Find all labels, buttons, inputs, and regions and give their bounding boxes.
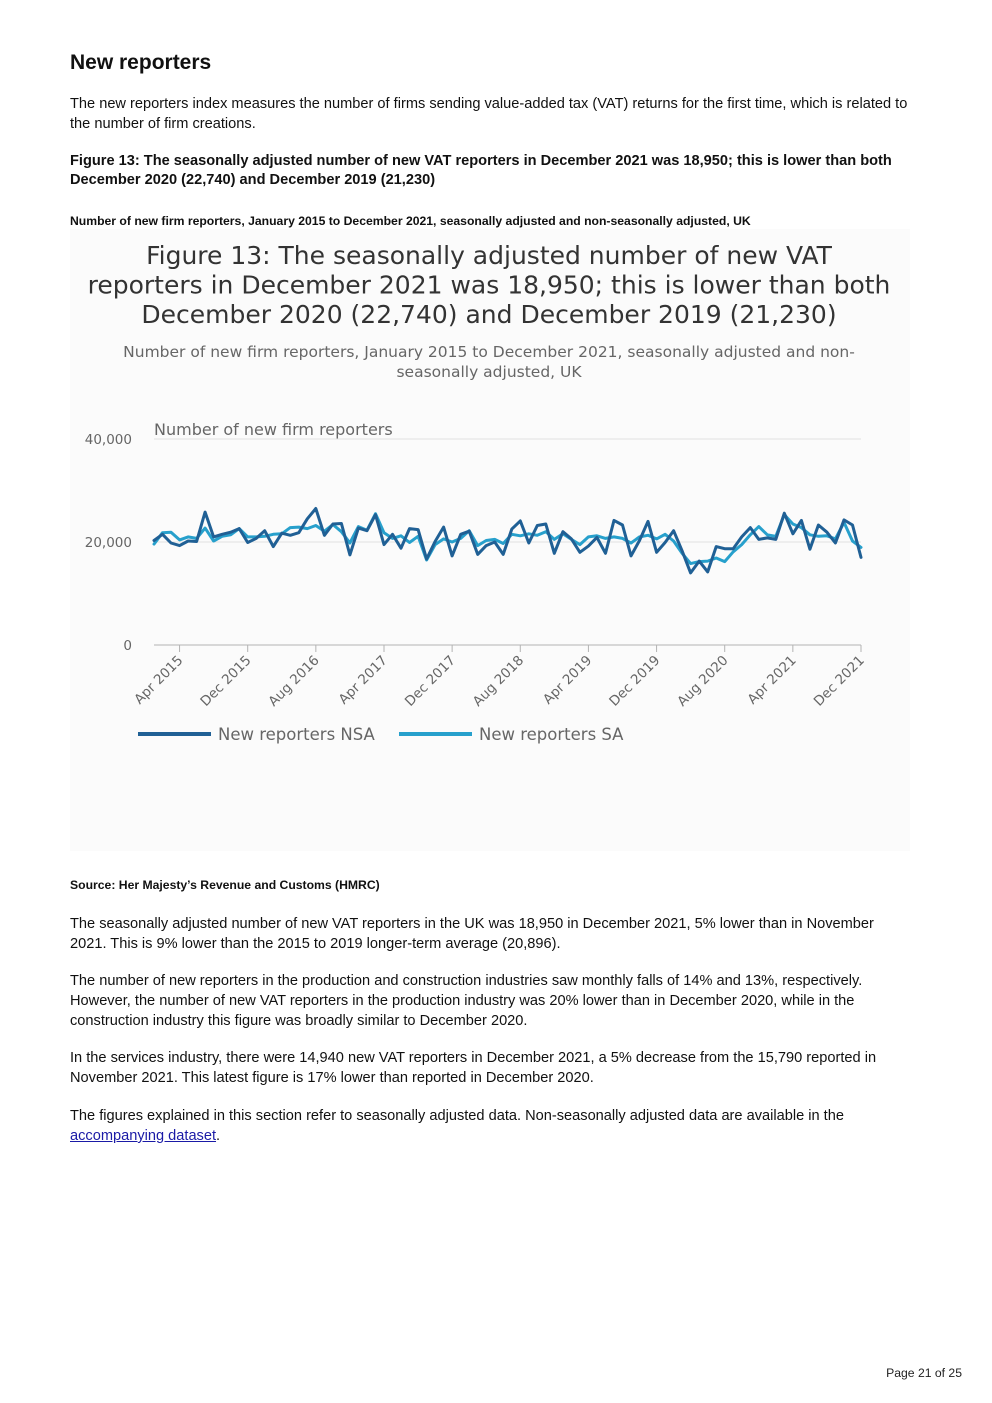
- x-tick-label: Dec 2017: [401, 652, 459, 710]
- x-tick-label: Apr 2015: [131, 652, 187, 708]
- body-paragraph-1: The seasonally adjusted number of new VAT reporters in the UK was 18,950 in December 2021, 5% lower than in November 2021. This is 9% lower than the 2015 to 2019 longer-term average (20,896).: [70, 916, 874, 952]
- x-tick-label: Apr 2021: [744, 652, 800, 708]
- body-paragraph-4: [70, 1106, 910, 1146]
- y-tick-label: 0: [123, 638, 132, 654]
- x-tick-label: Dec 2015: [197, 652, 255, 710]
- accompanying-dataset-link[interactable]: accompanying dataset: [70, 1128, 217, 1144]
- line-chart: [70, 229, 910, 851]
- y-tick-label: 20,000: [84, 535, 132, 551]
- x-tick-label: Apr 2017: [335, 652, 391, 708]
- x-tick-label: Aug 2020: [674, 652, 732, 710]
- x-tick-label: Dec 2019: [606, 652, 664, 710]
- intro-paragraph: The new reporters index measures the number of firms sending value-added tax (VAT) returns for the first time, which is related to the number of firm creations.: [70, 96, 908, 132]
- body-paragraph-4-end: .: [216, 1128, 221, 1144]
- x-tick-label: Apr 2019: [540, 652, 596, 708]
- legend-label: New reporters SA: [479, 725, 624, 744]
- section-heading: New reporters: [70, 51, 212, 74]
- x-tick-label: Aug 2018: [469, 652, 528, 710]
- chart-subtitle-line: seasonally adjusted, UK: [396, 363, 582, 381]
- chart-title-line: reporters in December 2021 was 18,950; this is lower than both: [87, 270, 891, 300]
- chart-subtitle-line: Number of new firm reporters, January 2015 to December 2021, seasonally adjusted and non-: [123, 343, 855, 361]
- body-paragraph-2: The number of new reporters in the production and construction industries saw monthly falls of 14% and 13%, respectively. However, the number of new VAT reporters in the production industry was 20% lower than in December 2020, while in the construction industry this figure was broadly similar to December 2020.: [70, 973, 863, 1029]
- chart-title-line: Figure 13: The seasonally adjusted number of new VAT: [146, 241, 832, 270]
- body-paragraph-4-text: The figures explained in this section refer to seasonally adjusted data. Non-seasonally adjusted data are available in the: [70, 1108, 844, 1124]
- figure-subtitle: Number of new firm reporters, January 2015 to December 2021, seasonally adjusted and non-seasonally adjusted, UK: [70, 214, 751, 228]
- page-number: Page 21 of 25: [886, 1366, 962, 1380]
- x-tick-label: Aug 2016: [265, 652, 323, 710]
- figure-source: Source: Her Majesty’s Revenue and Customs (HMRC): [70, 878, 380, 892]
- x-tick-label: Dec 2021: [810, 652, 868, 710]
- figure-title: Figure 13: The seasonally adjusted number of new VAT reporters in December 2021 was 18,950; this is lower than both December 2020 (22,740) and December 2019 (21,230): [70, 153, 892, 188]
- chart-title-line: December 2020 (22,740) and December 2019 (21,230): [141, 300, 837, 329]
- y-tick-label: 40,000: [84, 432, 132, 448]
- legend-label: New reporters NSA: [218, 725, 375, 744]
- y-axis-title: Number of new firm reporters: [154, 420, 393, 439]
- body-paragraph-3: In the services industry, there were 14,940 new VAT reporters in December 2021, a 5% decrease from the 15,790 reported in November 2021. This latest figure is 17% lower than reported in December 2020.: [70, 1050, 877, 1086]
- series-line-nsa: [154, 509, 861, 573]
- chart-container: [70, 229, 910, 851]
